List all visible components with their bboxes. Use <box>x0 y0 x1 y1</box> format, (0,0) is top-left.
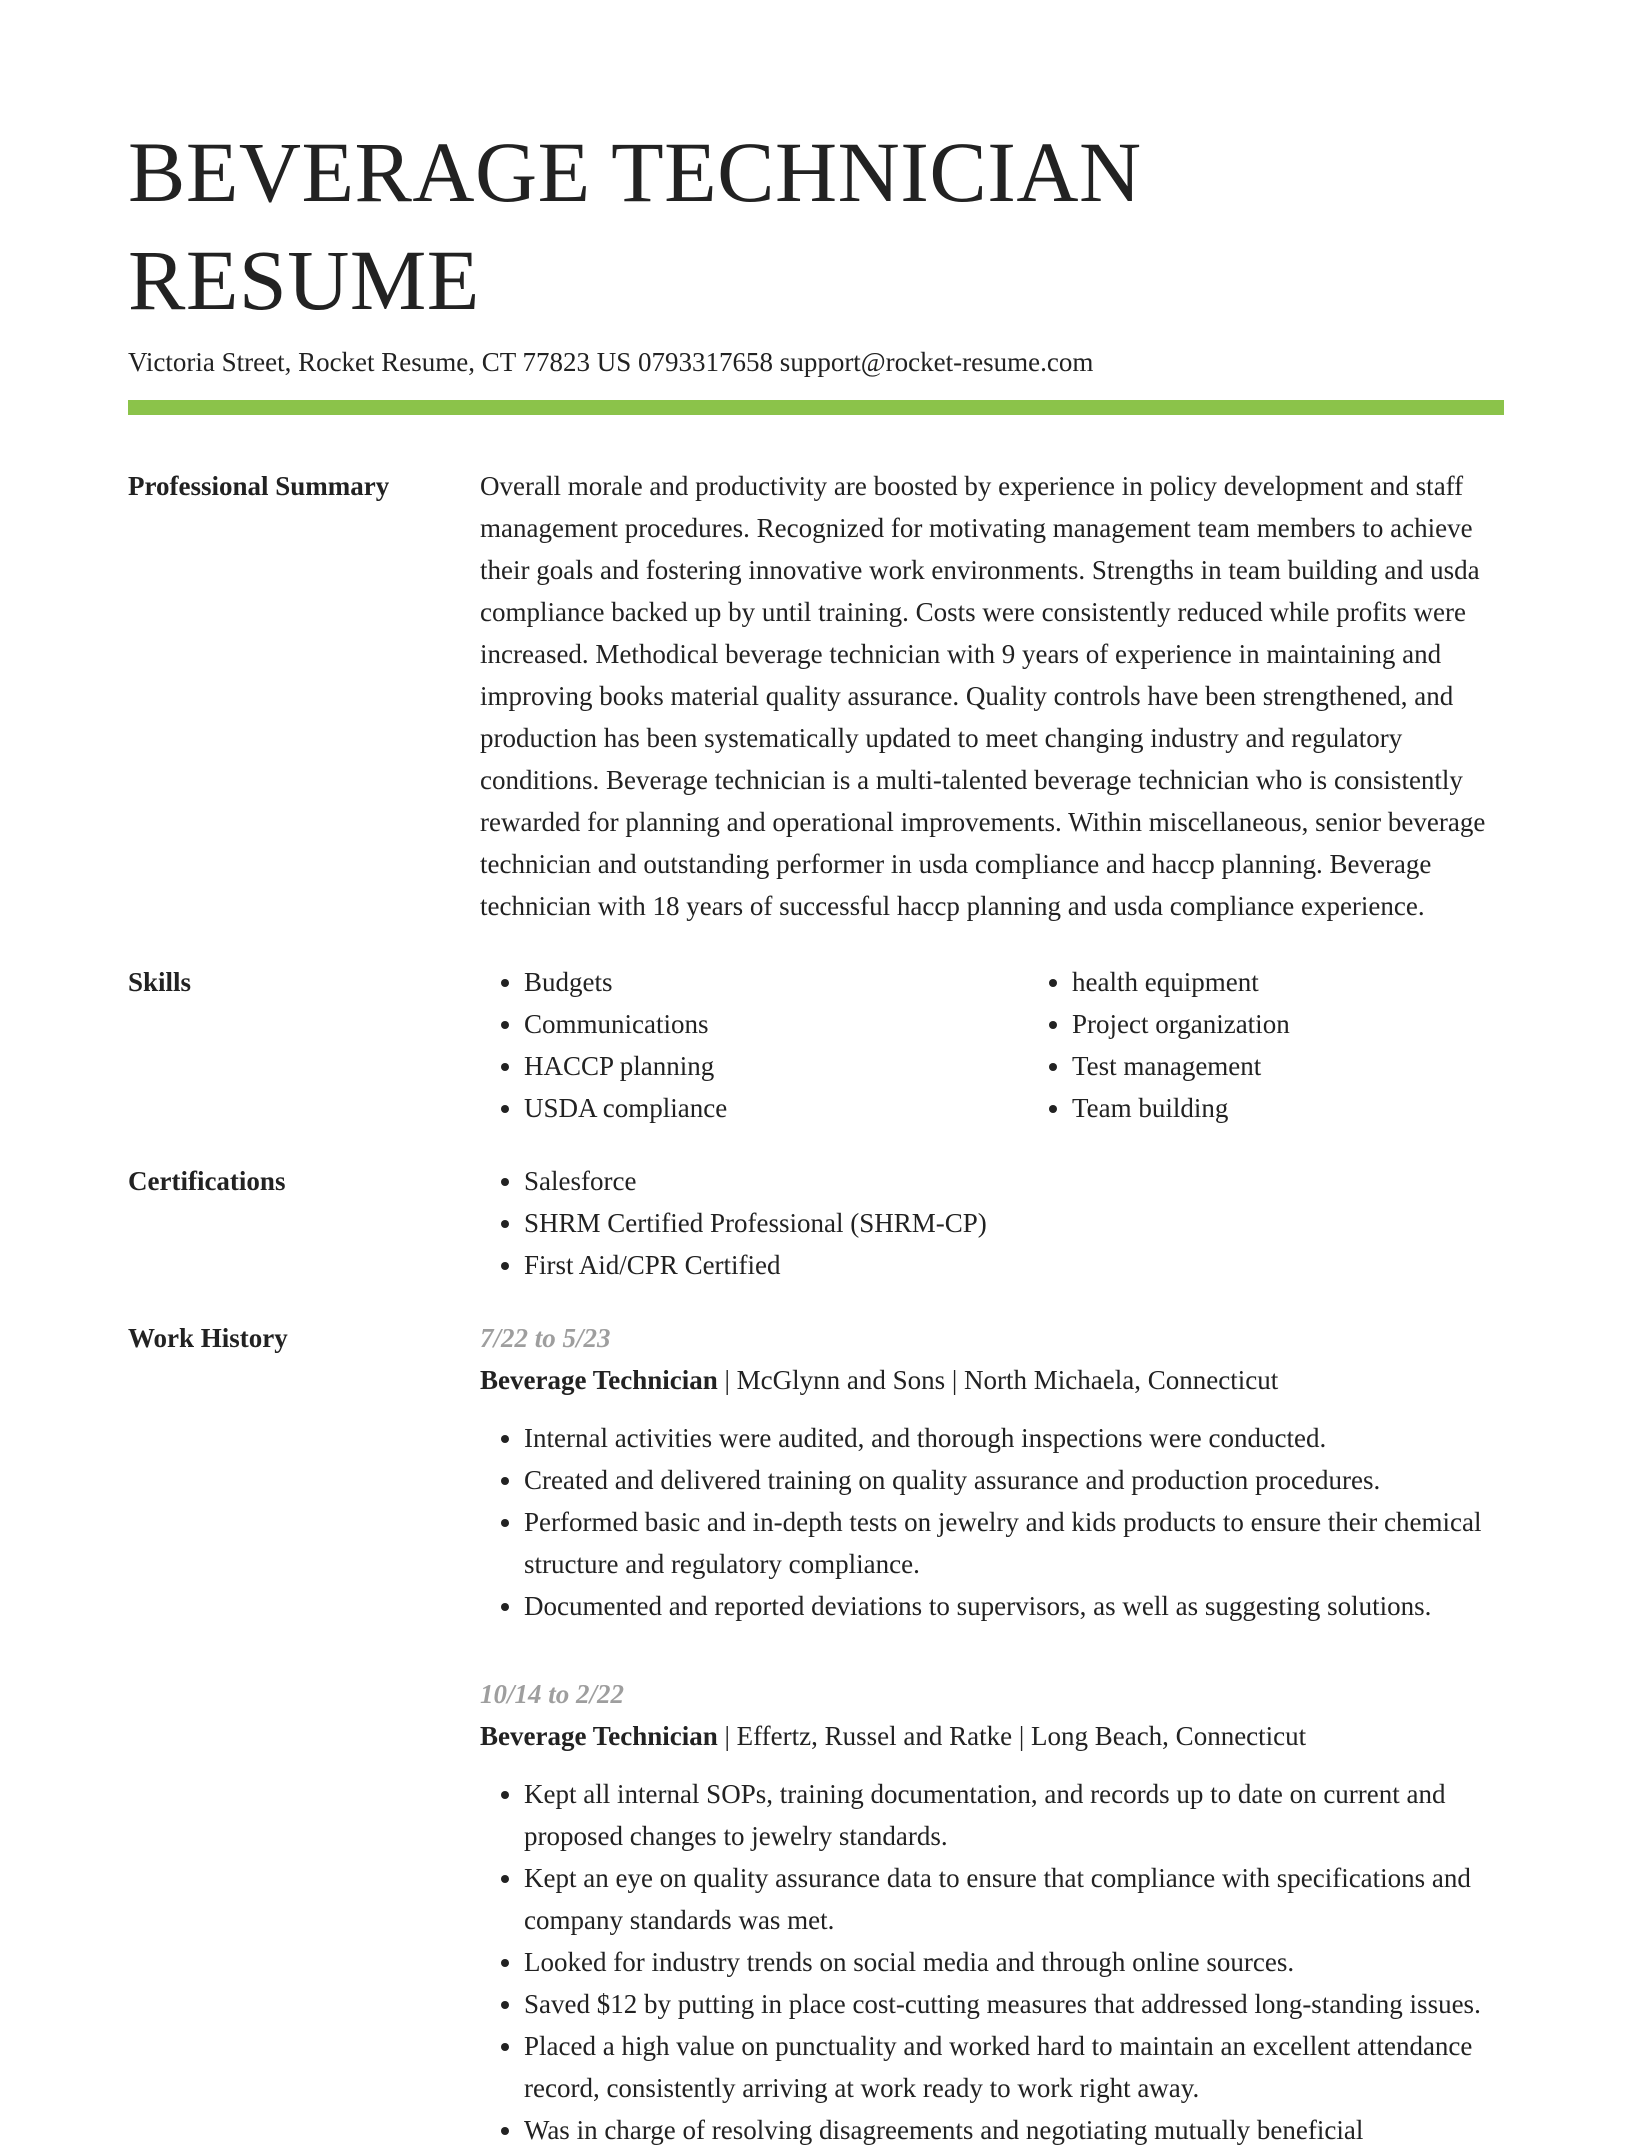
job-bullet-list <box>480 1773 1504 2151</box>
skill-item: • Communications <box>524 1003 1028 1045</box>
section-label-certifications: Certifications <box>128 1166 286 1196</box>
skills-list-left <box>480 961 1028 1129</box>
job-bullet-list <box>480 1417 1504 1627</box>
job-entry <box>480 1673 1504 2151</box>
job-bullet: • Kept all internal SOPs, training documentation, and records up to date on current and proposed changes to jewelry standards. <box>524 1773 1504 1857</box>
section-label-work-history: Work History <box>128 1323 288 1353</box>
job-bullet: • Was in charge of resolving disagreements and negotiating mutually beneficial <box>524 2109 1504 2151</box>
job-employer-location: | McGlynn and Sons | North Michaela, Connecticut <box>717 1365 1279 1395</box>
section-label-summary: Professional Summary <box>128 471 390 501</box>
job-bullet: • Created and delivered training on quality assurance and production procedures. <box>524 1459 1504 1501</box>
job-bullet: • Kept an eye on quality assurance data to ensure that compliance with specifications and company standards was met. <box>524 1857 1504 1941</box>
certification-item: • SHRM Certified Professional (SHRM-CP) <box>524 1202 1504 1244</box>
job-bullet: • Saved $12 by putting in place cost-cutting measures that addressed long-standing issues. <box>524 1983 1504 2025</box>
header-divider <box>128 400 1504 415</box>
job-bullet: • Performed basic and in-depth tests on jewelry and kids products to ensure their chemical structure and regulatory compliance. <box>524 1501 1504 1585</box>
resume-title: BEVERAGE TECHNICIAN RESUME <box>128 124 1142 328</box>
skill-item: • Test management <box>1072 1045 1576 1087</box>
skill-item: • USDA compliance <box>524 1087 1028 1129</box>
job-title: Beverage Technician <box>480 1721 718 1751</box>
contact-line: Victoria Street, Rocket Resume, CT 77823 US 0793317658 support@rocket-resume.com <box>128 347 1094 377</box>
section-label-skills: Skills <box>128 967 192 997</box>
skills-section <box>128 961 1504 1129</box>
skill-item: • Team building <box>1072 1087 1576 1129</box>
job-heading <box>480 1715 1504 1757</box>
job-dates: 10/14 to 2/22 <box>480 1679 625 1709</box>
job-bullet: • Documented and reported deviations to supervisors, as well as suggesting solutions. <box>524 1585 1504 1627</box>
certifications-section <box>128 1160 1504 1286</box>
skill-item: • HACCP planning <box>524 1045 1028 1087</box>
skill-item: • Project organization <box>1072 1003 1576 1045</box>
job-bullet: • Internal activities were audited, and thorough inspections were conducted. <box>524 1417 1504 1459</box>
certification-item: • First Aid/CPR Certified <box>524 1244 1504 1286</box>
job-heading <box>480 1359 1504 1401</box>
summary-section <box>128 465 1504 927</box>
job-entry <box>480 1317 1504 1627</box>
skills-list-right <box>1028 961 1576 1129</box>
job-employer-location: | Effertz, Russel and Ratke | Long Beach, Connecticut <box>717 1721 1307 1751</box>
certification-item: • Salesforce <box>524 1160 1504 1202</box>
summary-text: Overall morale and productivity are boosted by experience in policy development and staff management procedures. Recognized for motivating management team members to achieve their goals and fostering innovative work environments. Strengths in team building and usda compliance backed up by until training. Costs were consistently reduced while profits were increased. Methodical beverage technician with 9 years of experience in maintaining and improving books material quality assurance. Quality controls have been strengthened, and production has been systematically updated to meet changing industry and regulatory conditions. Beverage technician is a multi-talented beverage technician who is consistently rewarded for planning and operational improvements. Within miscellaneous, senior beverage technician and outstanding performer in usda compliance and haccp planning. Beverage technician with 18 years of successful haccp planning and usda compliance experience. <box>480 471 1486 921</box>
resume-page <box>128 0 1504 2151</box>
job-dates: 7/22 to 5/23 <box>480 1323 611 1353</box>
work-history-section <box>128 1317 1504 2151</box>
skill-item: • Budgets <box>524 961 1028 1003</box>
job-title: Beverage Technician <box>480 1365 718 1395</box>
certifications-list <box>480 1160 1504 1286</box>
job-bullet: • Placed a high value on punctuality and worked hard to maintain an excellent attendance record, consistently arriving at work ready to work right away. <box>524 2025 1504 2109</box>
skill-item: • health equipment <box>1072 961 1576 1003</box>
job-bullet: • Looked for industry trends on social media and through online sources. <box>524 1941 1504 1983</box>
